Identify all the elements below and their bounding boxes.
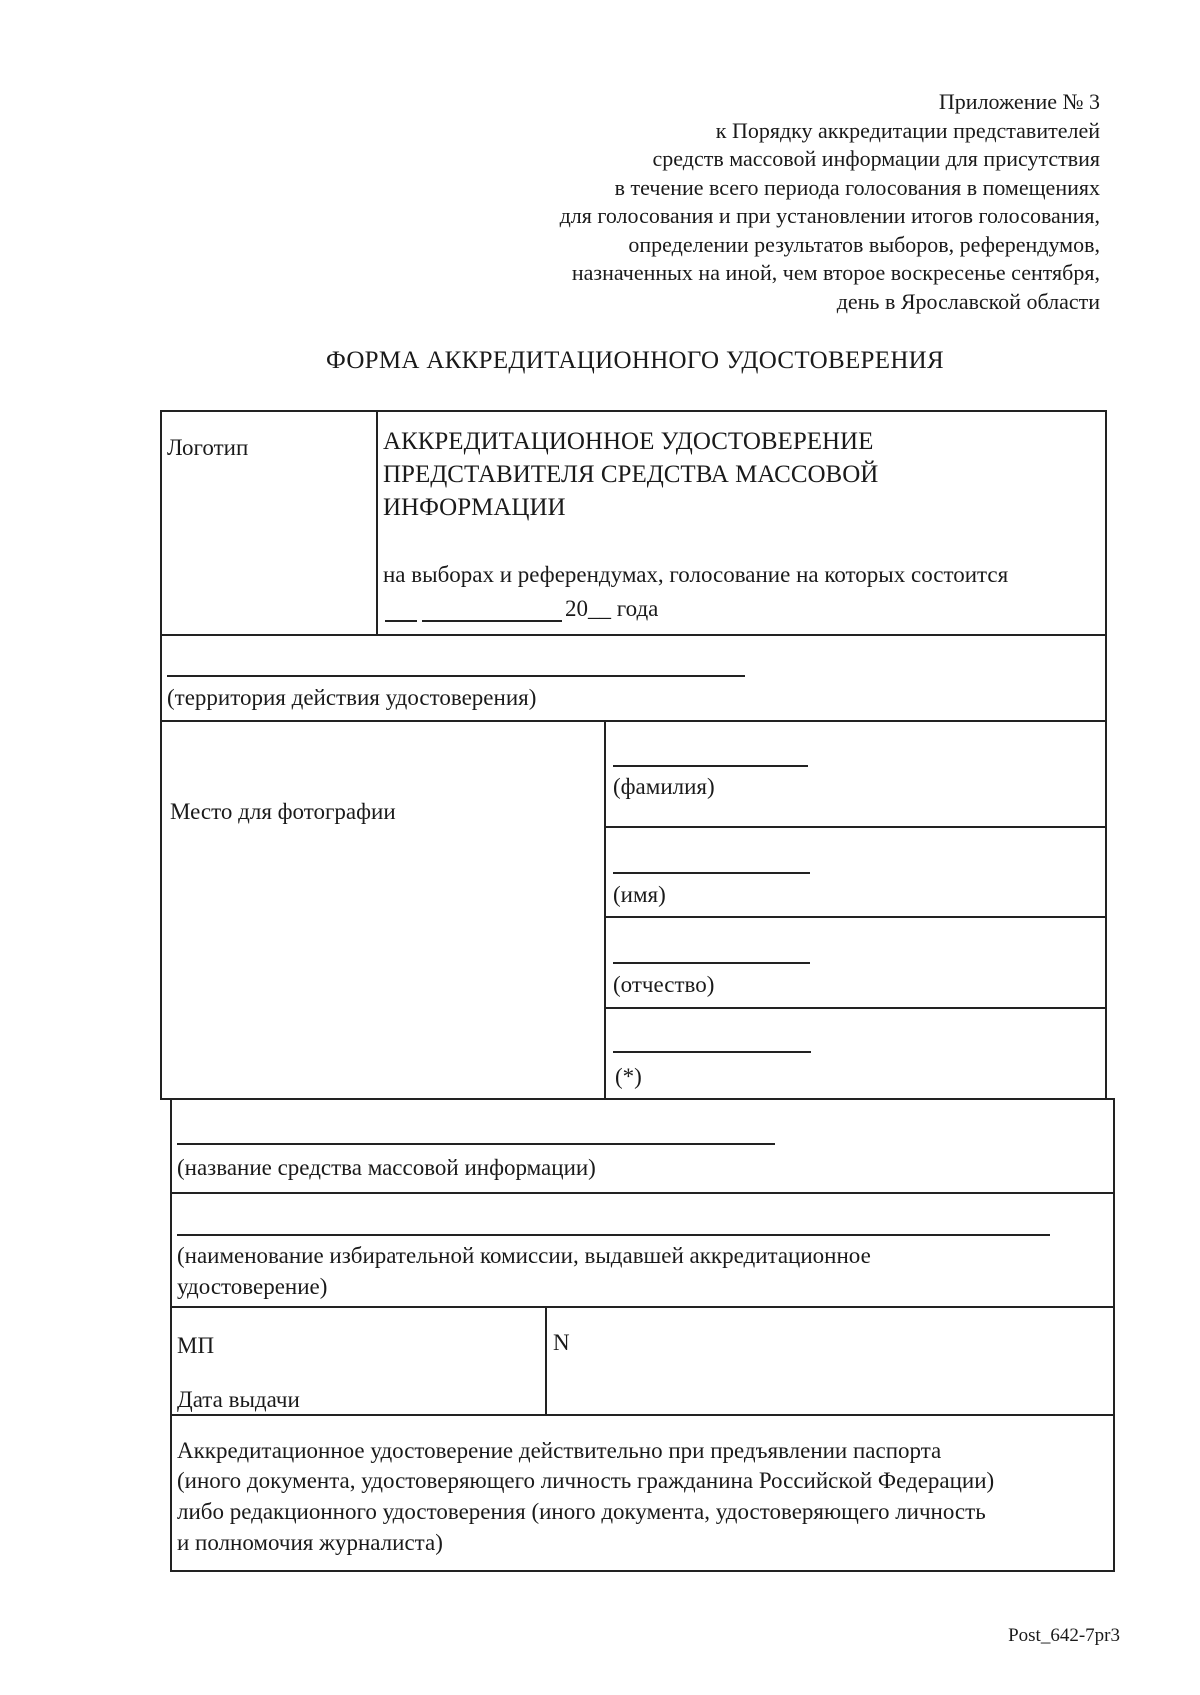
year-label: 20__ года [565,596,659,621]
border-bottom [170,1570,1115,1572]
issue-date-label: Дата выдачи [177,1387,300,1412]
divider-stamp-number [545,1306,547,1416]
photo-placeholder: Место для фотографии [170,799,396,824]
header-line-3: средств массовой информации для присутствия [652,146,1100,171]
header-line-8: день в Ярославской области [836,289,1100,314]
name-label: (имя) [613,882,666,907]
divider-row-3 [160,1098,1115,1100]
form-title: ФОРМА АККРЕДИТАЦИОННОГО УДОСТОВЕРЕНИЯ [325,347,945,374]
patronymic-label: (отчество) [613,972,715,997]
document-code: Post_642-7pr3 [1008,1625,1120,1646]
divider-row-2 [160,720,1106,722]
name-blank [613,872,810,874]
header-line-5: для голосования и при установлении итогов голосования, [559,203,1100,228]
validity-line-3: либо редакционного удостоверения (иного документа, удостоверяющего личность [177,1499,986,1524]
territory-label: (территория действия удостоверения) [167,685,537,710]
header-line-4: в течение всего периода голосования в помещениях [614,175,1100,200]
divider-photo-name [604,720,606,1100]
certificate-title-line-1: АККРЕДИТАЦИОННОЕ УДОСТОВЕРЕНИЕ [383,428,874,455]
border-left-upper [160,410,162,1100]
validity-line-1: Аккредитационное удостоверение действительно при предъявлении паспорта [177,1438,942,1463]
territory-blank [167,675,745,677]
header-line-6: определении результатов выборов, референдумов, [628,232,1100,257]
divider-logo-title [376,410,378,636]
elections-text: на выборах и референдумах, голосование на которых состоится [383,562,1009,587]
extra-label: (*) [615,1064,642,1089]
patronymic-blank [613,962,810,964]
validity-line-2: (иного документа, удостоверяющего личность гражданина Российской Федерации) [177,1468,995,1493]
month-blank [422,620,562,622]
media-label: (название средства массовой информации) [177,1155,596,1180]
commission-blank [177,1234,1050,1236]
divider-patronymic [605,1007,1106,1009]
header-line-7: назначенных на иной, чем второе воскресенье сентября, [571,260,1100,285]
commission-label-line-2: удостоверение) [177,1274,328,1299]
divider-row-5 [170,1306,1115,1308]
day-blank [385,620,417,622]
divider-row-1 [160,634,1106,636]
border-left-lower [170,1098,172,1572]
border-right-lower [1113,1098,1115,1572]
number-label: N [553,1330,570,1355]
validity-line-4: и полномочия журналиста) [177,1530,443,1555]
certificate-title-line-3: ИНФОРМАЦИИ [383,494,566,521]
extra-blank [613,1051,811,1053]
divider-name [605,916,1106,918]
logo-placeholder: Логотип [167,435,249,460]
surname-blank [613,765,808,767]
header-line-1: Приложение № 3 [938,89,1100,114]
border-top [160,410,1106,412]
header-line-2: к Порядку аккредитации представителей [715,118,1100,143]
media-blank [177,1143,775,1145]
divider-row-6 [170,1414,1115,1416]
border-right-upper [1105,410,1107,1100]
divider-surname [605,826,1106,828]
certificate-title-line-2: ПРЕДСТАВИТЕЛЯ СРЕДСТВА МАССОВОЙ [383,461,879,488]
stamp-label: МП [177,1333,215,1358]
surname-label: (фамилия) [613,774,715,799]
divider-row-4 [170,1192,1115,1194]
commission-label-line-1: (наименование избирательной комиссии, выдавшей аккредитационное [177,1243,871,1268]
